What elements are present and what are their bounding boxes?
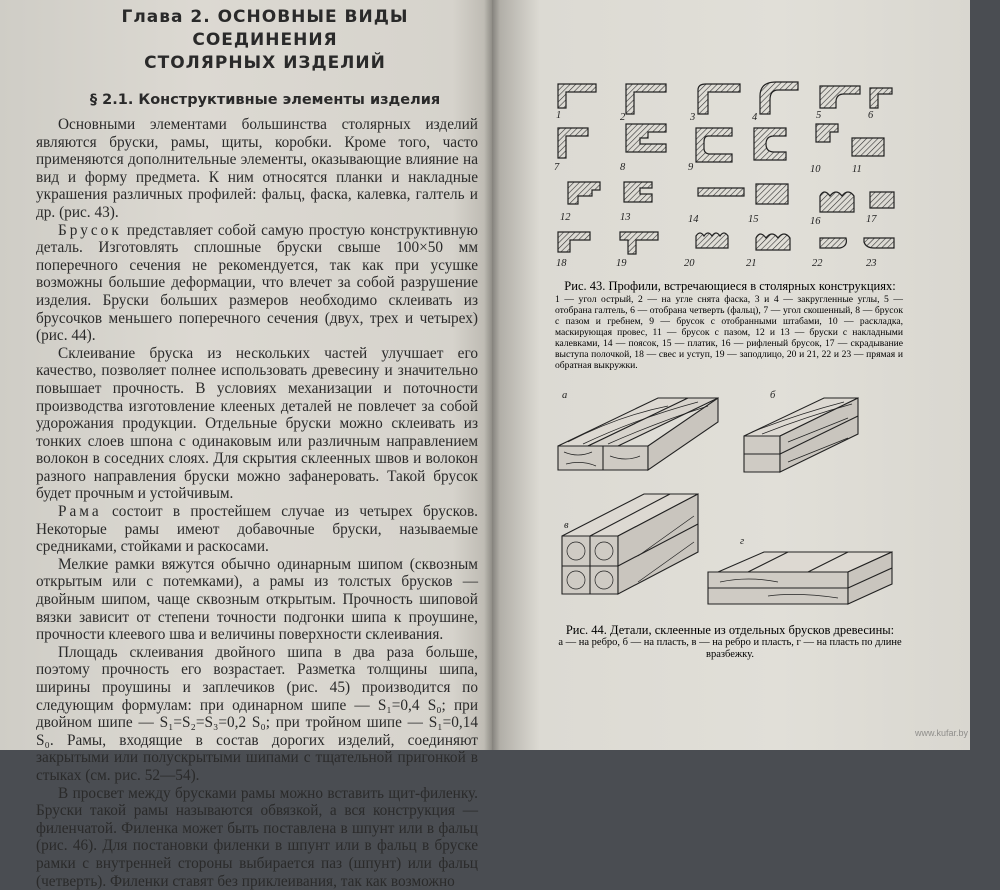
fig43-num-14: 14 xyxy=(688,214,699,225)
watermark: www.kufar.by xyxy=(915,728,969,738)
profile-8 xyxy=(626,124,666,152)
profile-19 xyxy=(620,232,658,254)
chapter-title-line-2: СТОЛЯРНЫХ ИЗДЕЛИЙ xyxy=(144,53,386,73)
fig44-label-g: г xyxy=(740,536,745,547)
profile-10 xyxy=(816,124,838,142)
paragraph-7: В просвет между брусками рамы можно вставить щит-филенку. Бруски такой рамы называются обвязкой, а вся конструкция — филенчатой. Филенка может быть поставлена в шпунт или в фальц (рис. 46). Для постановки филенки в шпунт или в фальц в бруске рамки с внутренней стороны выбирается паз (шпунт) или фальц (четверть). Филенки ставят без приклеивания, так как возможно xyxy=(36,784,478,890)
fig43-num-20: 20 xyxy=(684,258,695,269)
fig43-num-11: 11 xyxy=(852,164,862,175)
profile-13 xyxy=(624,182,652,202)
profile-20 xyxy=(696,233,728,248)
fig43-num-18: 18 xyxy=(556,258,567,269)
figure-44-caption: Рис. 44. Детали, склеенные из отдельных брусков древесины: xyxy=(565,623,895,637)
profile-12 xyxy=(568,182,600,204)
paragraph-5: Мелкие рамки вяжутся обычно одинарным шипом (сквозным открытым или с потемками), а рамы из толстых брусков — двойным шипом, чаще сквозным открытым. Прочность шиповой вязки зависит от степени точности подгонки шипа к проушине, прочности клеевого шва и величины поверхности склеивания. xyxy=(36,555,478,644)
fig43-num-6: 6 xyxy=(868,110,874,121)
profile-22 xyxy=(820,238,846,248)
paragraph-2 xyxy=(36,222,478,345)
profile-3 xyxy=(698,84,740,114)
fig43-num-10: 10 xyxy=(810,164,821,175)
paragraph-4 xyxy=(36,503,478,556)
figure-43-legend: 1 — угол острый, 2 — на угле снята фаска, 3 и 4 — закругленные углы, 5 — отобрана галтель, 6 — отобрана четверть (фальц), 7 — угол скошенный, 8 — брусок с пазом и гребнем, 9 — брусок с отобранными штабами, 10 — раскладка, маскирующая провес, 11 — брусок с пазом, 12 и 13 — бруски с накладными калевками, 14 — поясок, 15 — платик, 16 — рифленый брусок, 17 — скрадывание выступа полочкой, 18 — свес и уступ, 19 — заподлицо, 20 и 21, 22 и 23 — прямая и обратная выкружки. xyxy=(555,294,903,371)
profile-9 xyxy=(696,128,732,162)
fig43-num-17: 17 xyxy=(866,214,877,225)
profile-23 xyxy=(864,238,894,248)
chapter-title-line-1: Глава 2. ОСНОВНЫЕ ВИДЫ СОЕДИНЕНИЯ xyxy=(121,7,409,50)
profile-15 xyxy=(756,184,788,204)
profile-14 xyxy=(698,188,744,196)
paragraph-6: Площадь склеивания двойного шипа в два раза больше, поэтому прочность его возрастает. Разметка толщины шипа, ширины проушины и заплечиков (рис. 45) производится по следующим формулам: при одинарном шипе — S₁=0,4 S₀; при двойном шипе — S₁=S₂=S₃=0,2 S₀; при тройном шипе — S₁=0,14 S₀. Рамы, входящие в состав дорогих изделий, соединяют закрытыми или полускрытыми шипами с тщательной пригонкой в стыках (см. рис. 52—54). xyxy=(36,643,478,784)
fig43-num-9: 9 xyxy=(688,162,694,173)
fig43-num-19: 19 xyxy=(616,258,627,269)
fig43-num-13: 13 xyxy=(620,212,631,223)
fig43-num-23: 23 xyxy=(866,258,877,269)
fig43-num-4: 4 xyxy=(752,112,758,123)
fig44-label-a: а xyxy=(562,390,568,401)
paragraph-2-text: представляет собой самую простую конструктивную деталь. Изготовлять сплошные бруски свыше 100×50 мм поперечного сечения не рекомендуется, так как при усушке возможны большие деформации, что влечет за собой разрушение изделия. Бруски больших размеров необходимо склеивать из брусочков меньшего поперечного сечения (двух, трех и четырех) (рис. 44). xyxy=(36,221,478,345)
profile-5 xyxy=(820,86,860,108)
fig43-num-8: 8 xyxy=(620,162,626,173)
profile-21 xyxy=(756,234,790,250)
chapter-title xyxy=(60,6,470,75)
fig43-num-5: 5 xyxy=(816,110,822,121)
fig44-label-b: б xyxy=(770,390,776,401)
figure-43-caption: Рис. 43. Профили, встречающиеся в столярных конструкциях: xyxy=(564,279,896,293)
bar-v xyxy=(562,494,698,594)
figure-43-profiles xyxy=(548,72,898,270)
profile-4 xyxy=(760,82,798,114)
fig44-label-v: в xyxy=(564,520,569,531)
book-spine xyxy=(484,0,500,750)
profile-16 xyxy=(820,192,854,212)
figure-44-glued-bars xyxy=(548,386,908,622)
fig43-num-1: 1 xyxy=(556,110,562,121)
fig43-num-7: 7 xyxy=(554,162,560,173)
paragraph-3: Склеивание бруска из нескольких частей улучшает его качество, позволяет полнее использовать древесину и значительно повышает прочность. В условиях механизации и поточности производства изготовление клееных деталей не повлечет за собой удорожания продукции. Отдельные бруски можно склеивать из тонких слоев шпона с одинаковым или различным направлением волокон в соседних слоях. Для скрытия склеенных швов и волокон разного направления бруски можно зафанеровать. Такой брусок будет прочным и устойчивым. xyxy=(36,344,478,503)
left-page xyxy=(0,0,492,890)
section-title: § 2.1. Конструктивные элементы изделия xyxy=(89,92,441,108)
fig43-num-2: 2 xyxy=(620,112,626,123)
figure-44-legend: а — на ребро, б — на пласть, в — на ребро и пласть, г — на пласть по длине вразбежку. xyxy=(558,637,902,660)
bar-b xyxy=(744,398,858,472)
profile-18 xyxy=(558,232,590,252)
profile-6 xyxy=(870,88,892,108)
body-text xyxy=(36,116,478,890)
bar-g xyxy=(708,552,892,604)
profile-2 xyxy=(626,84,666,114)
fig43-num-3: 3 xyxy=(690,112,696,123)
profile-17 xyxy=(870,192,894,208)
fig43-num-16: 16 xyxy=(810,216,821,227)
paragraph-1: Основными элементами большинства столярных изделий являются бруски, рамы, щиты, коробки. Кроме того, часто применяются дополнительные элементы, оказывающие влияние на вид и форму предмета. К ним относятся планки и накладные украшения различных профилей: фальц, фаска, калевка, галтель и др. (рис. 43). xyxy=(36,116,478,221)
profile-11 xyxy=(852,138,884,156)
paragraph-4-text: состоит в простейшем случае из четырех брусков. Некоторые рамы имеют добавочные бруски, называемые средниками, стойками и раскосами. xyxy=(36,503,478,556)
term-rama: Рама xyxy=(58,503,102,521)
fig43-num-21: 21 xyxy=(746,258,757,269)
bar-a xyxy=(558,398,718,470)
fig43-num-15: 15 xyxy=(748,214,759,225)
profile-1 xyxy=(558,84,596,108)
term-brusok: Брусок xyxy=(58,221,122,239)
profile-10a xyxy=(754,128,786,160)
profile-7 xyxy=(558,128,588,158)
fig43-num-22: 22 xyxy=(812,258,823,269)
fig43-num-12: 12 xyxy=(560,212,571,223)
